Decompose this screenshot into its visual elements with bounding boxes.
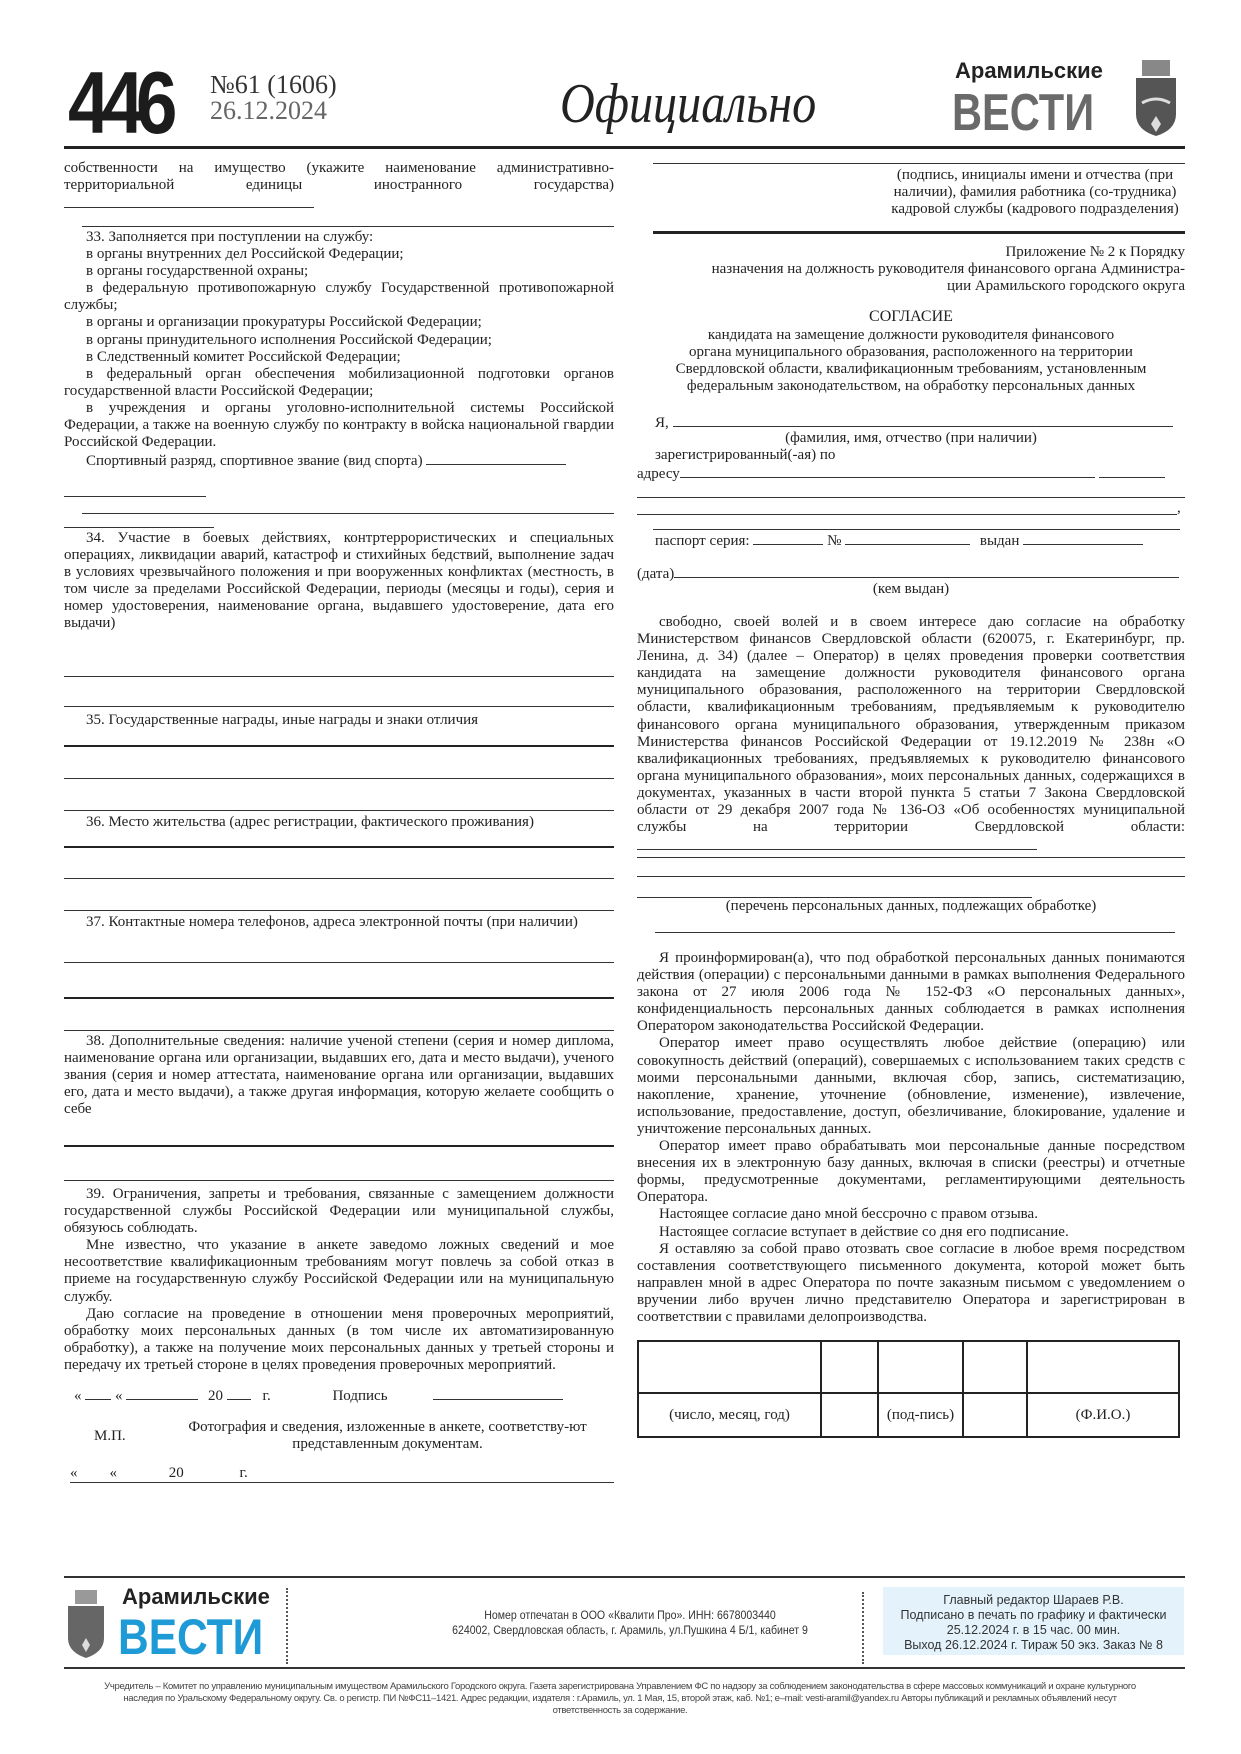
address-field[interactable]: адресу (637, 464, 1165, 483)
header-rule (64, 146, 1185, 149)
blank-line (64, 846, 614, 848)
issue-number: №61 (1606) (210, 70, 337, 99)
consent-title: СОГЛАСИЕ (869, 308, 953, 325)
blank-line (64, 1145, 614, 1147)
s33-item: в органы и организации прокуратуры Российской Федерации; (86, 314, 482, 331)
blank-line (64, 527, 214, 528)
hr-signature-caption: (подпись, инициалы имени и отчества (при наличии), фамилия работника (со-трудника) кадровой службы (кадрового подразделения) (891, 167, 1179, 217)
blank-line (637, 857, 1185, 858)
section-37: 37. Контактные номера телефонов, адреса электронной почты (при наличии) (86, 914, 578, 930)
consent-terms (637, 950, 1185, 1438)
blank-line (64, 1180, 614, 1181)
logo-top-text: Арамильские (955, 58, 1103, 83)
blank-line (64, 962, 614, 963)
blank-line (637, 514, 1177, 515)
date-caption: (число, месяц, год) (638, 1393, 821, 1437)
blank-line (64, 706, 614, 707)
terms-paragraph: Я оставляю за собой право отозвать свое согласие в любое время посредством составления соответствующего письменного документа, которой может быть направлен мной в адрес Оператора по почте заказным письмом с уведомлением о вручении либо вручен лично представителю Оператора и зарегистрирован в соответствии с правилами делопроизводства. (637, 1240, 1185, 1325)
photo-note: Фотография и сведения, изложенные в анкете, соответству-ют представленным документам. (188, 1419, 587, 1453)
s33-item: в федеральный орган обеспечения мобилизационной подготовки органов государственной власти Российской Федерации; (64, 365, 614, 399)
coat-of-arms-icon (66, 1590, 106, 1662)
footer-logo-top: Арамильские (122, 1584, 270, 1609)
section-34: 34. Участие в боевых действиях, контртеррористических и специальных операциях, ликвидации аварий, катастроф и стихийных бедствий, выполнение задач в условиях чрезвычайного положения и при вооруженных конфликтах (местность, в том числе за пределами Российской Федерации, периоды (месяцы и годы), серия и номер удостоверения, наименование органа, выдавшего удостоверение, дата его выдачи) (64, 530, 614, 632)
passport-row[interactable]: паспорт серия: № выдан (655, 531, 1143, 550)
s39-paragraph: 39. Ограничения, запреты и требования, связанные с замещением должности государственной службы Российской Федерации или муниципальной службы, обязуюсь соблюдать. (64, 1186, 614, 1237)
empty-cell (821, 1393, 878, 1437)
blank-line (64, 676, 614, 677)
blank-line (64, 878, 614, 879)
rubric-title: Официально (560, 73, 817, 135)
blank-line (64, 1030, 614, 1031)
section-35: 35. Государственные награды, иные награды и знаки отличия (86, 712, 479, 728)
s33-item: в федеральную противопожарную службу Государственной противопожарной службы; (64, 280, 614, 314)
terms-paragraph: Настоящее согласие дано мной бессрочно с правом отзыва. (659, 1206, 1038, 1223)
registered-label: зарегистрированный(-ая) по (655, 447, 836, 463)
name-field[interactable]: Я, (655, 413, 1173, 432)
section-39 (64, 1186, 614, 1483)
intro-paragraph: собственности на имущество (укажите наименование административно-территориальной единицы иностранного государства) (64, 160, 614, 213)
empty-cell (963, 1341, 1027, 1393)
blank-line (637, 497, 1185, 498)
divider (286, 1588, 288, 1664)
issue-date: 26.12.2024 (210, 96, 327, 125)
blank-line (64, 778, 614, 779)
terms-paragraph: Настоящее согласие вступает в действие со дня его подписание. (659, 1223, 1069, 1240)
stamp-row (64, 1419, 614, 1453)
section-divider (653, 231, 1185, 234)
blank-line (64, 997, 614, 999)
signature-label: Подпись (332, 1388, 388, 1405)
coat-of-arms-icon (1130, 58, 1182, 138)
divider (862, 1592, 864, 1664)
signature-caption: (под-пись) (878, 1393, 963, 1437)
certification-date-row: « « 20 г. (70, 1465, 614, 1483)
fio-caption: (фамилия, имя, отчество (при наличии) (785, 430, 1037, 446)
section-33 (64, 229, 614, 470)
s33-item: в учреждения и органы уголовно-исполнительной системы Российской Федерации, а также на военную службу по контракту в войска национальной гвардии Российской Федерации. (64, 399, 614, 451)
issue-date-field[interactable]: (дата) (637, 564, 1179, 583)
footer-rule (64, 1667, 1185, 1669)
logo-bottom-text: ВЕСТИ (952, 84, 1095, 142)
date-signature-row: « « 20 г. Подпись (74, 1386, 614, 1405)
s33-item: в органы принудительного исполнения Российской Федерации; (86, 331, 492, 348)
printer-info: Номер отпечатан в ООО «Квалити Про». ИНН: 6678003440 624002, Свердловская область, г. Арамиль, ул.Пушкина 4 Б/1, кабинет 9 (452, 1608, 808, 1637)
fio-cell[interactable] (1027, 1341, 1179, 1393)
s33-item: в органы государственной охраны; (86, 263, 309, 280)
terms-paragraph: Я проинформирован(а), что под обработкой персональных данных понимаются действия (операции) с персональными данными в рамках выполнения Федерального закона от 27 июля 2006 года № 152-ФЗ «О персональных данных», конфиденциальность персональных данных соблюдается в рамках исполнения Оператором законодательства Российской Федерации. (637, 950, 1185, 1035)
fio-caption-cell: (Ф.И.О.) (1027, 1393, 1179, 1437)
s33-item: в органы внутренних дел Российской Федерации; (86, 246, 404, 263)
s33-heading: 33. Заполняется при поступлении на службу: (86, 229, 374, 245)
blank-line (64, 745, 614, 747)
signature-line (653, 163, 1185, 164)
section-36: 36. Место жительства (адрес регистрации, фактического проживания) (86, 814, 534, 830)
signature-cell[interactable] (878, 1341, 963, 1393)
comma: , (1177, 500, 1181, 516)
s33-item: в Следственный комитет Российской Федерации; (86, 348, 401, 365)
blank-line (637, 876, 1185, 877)
appendix-note: Приложение № 2 к Порядку назначения на должность руководителя финансового органа Администра- ции Арамильского городского округа (711, 244, 1185, 294)
terms-paragraph: Оператор имеет право обрабатывать мои персональные данные посредством внесения их в электронную базу данных, включая в списки (реестры) и отчетные формы, предусмотренные документами, регламентирующими деятельность Оператора. (637, 1138, 1185, 1206)
footer-logo-bottom: ВЕСТИ (118, 1609, 264, 1665)
blank-line (653, 529, 1180, 530)
blank-line (82, 226, 614, 227)
empty-cell (963, 1393, 1027, 1437)
blank-line (64, 810, 614, 811)
stamp-label: М.П. (94, 1427, 126, 1444)
date-cell[interactable] (638, 1341, 821, 1393)
sport-rank-field: Спортивный разряд, спортивное звание (вид спорта) (64, 451, 614, 470)
consent-paragraph: свободно, своей волей и в своем интересе даю согласие на обработку Министерством финансов Свердловской области (620075, г. Екатеринбург, пр. Ленина, д. 34) (далее – Оператор) в целях проведения проверки соответствия кандидата на замещение должности руководителя финансового органа муниципального образования, расположенного на территории Свердловской области, квалификационным требованиям, предъявляемым к руководителю финансового органа муниципального образования, утвержденным приказом Министерства финансов Российской Федерации от 19.12.2019 № 238н «О квалификационных требованиях, предъявляемых к руководителю финансового органа муниципального образования», моих персональных данных, содержащихся в документах, указанных в части второй пункта 5 статьи 7 Закона Свердловской области от 29 декабря 2007 года № 136-ОЗ «Об особенностях муниципальной службы на территории Свердловской области: (637, 614, 1185, 855)
consent-subtitle: кандидата на замещение должности руководителя финансового органа муниципального образования, расположенного на территории Свердловской области, квалификационным требованиям, установленным федеральным законодательством, на обработку персональных данных (675, 327, 1147, 394)
issue-info (210, 72, 337, 124)
page-number: 446 (68, 53, 170, 152)
publisher-fine-print: Учредитель – Комитет по управлению муниципальным имуществом Арамильского Городского округа. Газета зарегистрирована Управлением ФС по надзору за соблюдением законодательства в сфере массовых коммуникаций и охране культурного наследия по Уральскому Федеральному округу. Св. о регистр. ПИ №ФС11–1421. Адрес редакции, издателя : г.Арамиль, ул. 1 Мая, 15, второй этаж, каб. №1; e–mail: vesti-aramil@yandex.ru Авторы публикаций и рекламных объявлений несут ответственность за содержание. (104, 1681, 1136, 1716)
blank-line (655, 932, 1175, 933)
blank-line (82, 513, 614, 514)
issued-by-caption: (кем выдан) (872, 581, 950, 597)
s39-paragraph: Мне известно, что указание в анкете заведомо ложных сведений и мое несоответствие квалификационным требованиям могут повлечь за собой отказ в приеме на государственную службу Российской Федерации или на муниципальную службу. (64, 1237, 614, 1305)
blank-line (64, 496, 206, 497)
terms-paragraph: Оператор имеет право осуществлять любое действие (операцию) или совокупность действий (операций), совершаемых с использованием таких средств с моими персональными данными, включая сбор, запись, систематизацию, накопление, хранение, уточнение (обновление, изменение), извлечение, использование, предоставление, доступ, обезличивание, блокирование, удаление и уничтожение персональных данных. (637, 1035, 1185, 1137)
signature-table (637, 1340, 1180, 1438)
footer-rule (64, 1576, 1185, 1578)
signature-field[interactable] (433, 1386, 563, 1400)
empty-cell (821, 1341, 878, 1393)
section-38: 38. Дополнительные сведения: наличие ученой степени (серия и номер диплома, наименование органа или организации, выдавших его, дата и место выдачи), ученого звания (серия и номер аттестата, наименование органа или организации, выдавших его, дата и место выдачи), а также другая информация, которую желаете сообщить о себе (64, 1033, 614, 1118)
data-list-caption: (перечень персональных данных, подлежащих обработке) (725, 898, 1097, 914)
s39-paragraph: Даю согласие на проведение в отношении меня проверочных мероприятий, обработку моих персональных данных (в том числе их автоматизированную обработку), а также на получение моих персональных данных у третьей стороны и передачу их третьей стороне в целях проведения проверочных мероприятий. (64, 1305, 614, 1373)
editor-info-box: Главный редактор Шараев Р.В. Подписано в печать по графику и фактически 25.12.2024 г. в 15 час. 00 мин. Выход 26.12.2024 г. Тираж 50 экз. Заказ № 8 (883, 1587, 1184, 1655)
blank-line (64, 910, 614, 911)
